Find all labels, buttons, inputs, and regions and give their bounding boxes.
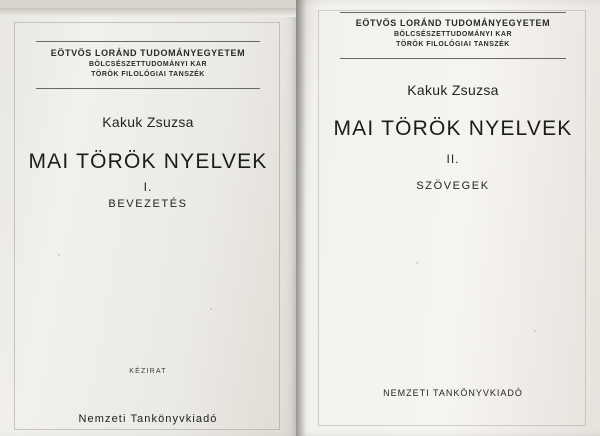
cover-border-volume-2 — [318, 10, 586, 426]
volume-number-volume-1: I. — [143, 180, 153, 194]
university-faculty-line2: BÖLCSÉSZETTUDOMÁNYI KAR — [393, 31, 513, 38]
university-name-line1: EÖTVÖS LORÁND TUDOMÁNYEGYETEM — [355, 18, 551, 28]
paper-speck — [416, 262, 418, 264]
book-top-edge — [0, 8, 296, 17]
manuscript-note-volume-1: KÉZIRAT — [129, 368, 167, 375]
heading-rule-bottom-volume-1 — [36, 88, 260, 89]
book-spine-shadow — [296, 0, 306, 436]
author-name-volume-2: Kakuk Zsuzsa — [407, 82, 499, 98]
university-heading-volume-2 — [306, 18, 600, 48]
university-name-line1: EÖTVÖS LORÁND TUDOMÁNYEGYETEM — [50, 48, 246, 58]
university-faculty-line2: BÖLCSÉSZETTUDOMÁNYI KAR — [88, 61, 208, 68]
publisher-name-volume-1: Nemzeti Tankönyvkiadó — [78, 413, 218, 425]
book-title-volume-1: MAI TÖRÖK NYELVEK — [28, 150, 268, 173]
author-name-volume-1: Kakuk Zsuzsa — [102, 114, 194, 130]
heading-rule-top-volume-1 — [36, 41, 260, 42]
paper-speck — [534, 330, 536, 332]
publisher-name-volume-2: NEMZETI TANKÖNYVKIADÓ — [383, 388, 523, 398]
book-subtitle-volume-1: BEVEZETÉS — [108, 198, 188, 210]
university-department-line3: TÖRÖK FILOLÓGIAI TANSZÉK — [91, 71, 205, 78]
book-cover-volume-2 — [296, 0, 600, 436]
university-department-line3: TÖRÖK FILOLÓGIAI TANSZÉK — [396, 41, 510, 48]
heading-rule-top-volume-2 — [340, 12, 566, 13]
paper-speck — [210, 308, 212, 310]
book-title-volume-2: MAI TÖRÖK NYELVEK — [333, 117, 573, 140]
university-heading-volume-1 — [0, 48, 296, 78]
heading-rule-bottom-volume-2 — [340, 58, 566, 59]
volume-number-volume-2: II. — [446, 152, 460, 166]
book-subtitle-volume-2: SZÖVEGEK — [416, 180, 490, 192]
paper-speck — [58, 254, 60, 256]
book-cover-volume-1 — [0, 8, 296, 436]
